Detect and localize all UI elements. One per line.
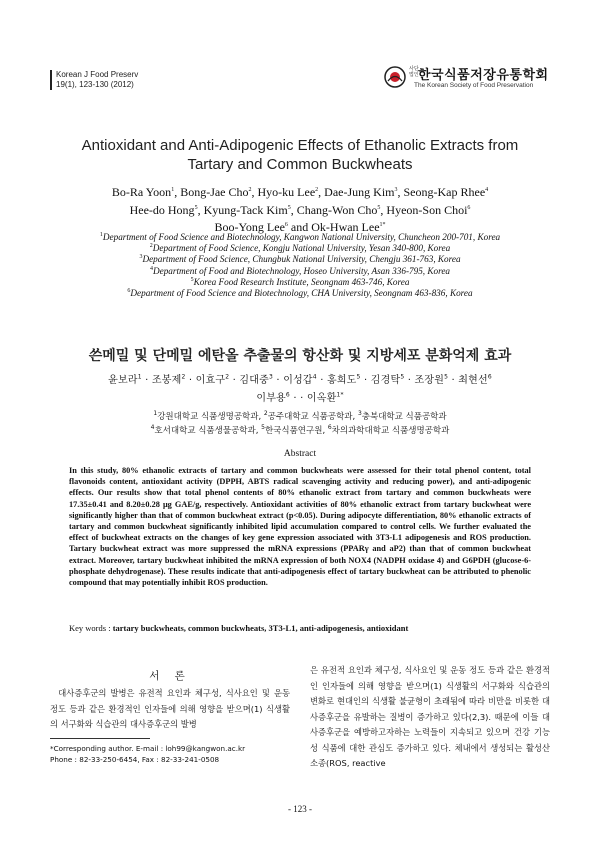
society-logo-icon (384, 66, 406, 88)
affiliation-list (40, 232, 560, 299)
korean-affiliation-mark: 4 (150, 424, 155, 432)
author-name: Dae-Jung Kim (324, 185, 395, 199)
korean-affiliation-text: 충북대학교 식품공학과 (361, 412, 447, 422)
intro-right-column: 은 유전적 요인과 체구성, 식사요인 및 운동 정도 등과 같은 환경적인 인자들에 의해 영향을 받으며(1) 식생활의 서구화와 식습관의 변화로 현대인의 식생활 불균형이 초래됨에 따라 비만을 비롯한 대사증후군을 유발하는 질병이 증가하고 있다(2,3). 때문에 이들 대사증후군을 예방하고자하는 노력들이 지속되고 있으며 건강 기능성 식품에 대한 관심도 증가하고 있다. 체내에서 생성되는 활성산소종(ROS, reactive (310, 665, 550, 768)
corresponding-author-footnote (50, 743, 290, 765)
author-list: Bo-Ra Yoon$^1$, Bong-Jae Cho$^2$, Hyo-ku Lee$^2$, Dae-Jung Kim$^3$, Seong-Kap Rhee$^4$ Hee-do Hong$^5$, Kyung-Tack Kim$^5$, Chang-Won Cho$^5$, Hyeon-Son Choi$^6$ Boo-Yong Lee$^6$ and Ok-Hwan Lee$^{1*}$ (111, 185, 489, 234)
korean-affiliation-text: 공주대학교 식품공학과 (267, 412, 353, 422)
keywords (69, 623, 531, 633)
paper-title-line-2: Tartary and Common Buckwheats (187, 156, 413, 173)
abstract-text: In this study, 80% ethanolic extracts of tartary and common buckwheats were assessed for their total phenol content, total flavonoids content, antioxidant activity (DPPH, ABTS radical scavenging activity and reducing power), and anti-adipogenic effects. Our results show that total phenol contents of 80% ethanolic extract from tartary and common buckwheats were 17.35±0.41 and 8.20±0.28 μg GAE/g, respectively. Antioxidant activities of 80% ethanolic extract from tartary buckwheat were significantly higher than that of common buckwheat extract (p<0.05). During adipocyte differentiation, 80% ethanolic extracts of tartary and common buckwheat significantly inhibited lipid accumulation compared to control cells. We further evaluated the effect of buckwheat extracts on the changes of key gene expression associated with 3T3-L1 adipogenesis and ROS production. Tartary buckwheat extract was more suppressed the mRNA expressions (PPARγ and aP2) than that of common buckwheat extract. Moreover, tartary buckwheat inhibited the mRNA expression of both NOX4 (NADPH oxidase 4) and G6PDH (glucose-6-phosphate dehydrogenase). These results indicate that anti-adipogenesis effect of tartary buckwheat can be attributed to phenolic compound that may potentially inhibit ROS production. (69, 466, 531, 588)
abstract-heading: Abstract (283, 449, 317, 459)
author-name: Bo-Ra Yoon (111, 185, 172, 199)
keywords-text: tartary buckwheats, common buckwheats, 3T3-L1, anti-adipogenesis, antioxidant (112, 623, 409, 633)
society-name-korean: 한국식품저장유통학회 (418, 68, 549, 83)
affiliation-line (40, 288, 560, 299)
korean-title: 쓴메밀 및 단메밀 에탄올 추출물의 항산화 및 지방세포 분화억제 효과 (88, 348, 512, 364)
affiliation-mark: 5 (190, 276, 194, 283)
korean-author-mark: 4 (312, 373, 317, 381)
author-name: Ok-Hwan Lee (311, 220, 380, 234)
affiliation-line (40, 232, 560, 243)
korean-author-mark: 2 (181, 373, 186, 381)
affiliation-line (40, 243, 560, 254)
korean-author-mark: 5 (356, 373, 361, 381)
author-name: Bong-Jae Cho (180, 185, 249, 199)
korean-affiliation-mark: 5 (261, 424, 265, 432)
author-affiliation-mark: 1* (379, 222, 386, 228)
korean-affiliation-text: 차의과학대학교 식품생명공학과 (331, 426, 450, 436)
korean-author-mark: 6 (487, 373, 492, 381)
journal-volume: 19(1), 123-130 (2012) (56, 80, 134, 89)
affiliation-mark: 4 (149, 265, 153, 272)
affiliation-text: Department of Food Science and Biotechnology, CHA University, Seongnam 463-836, Korea (130, 288, 473, 299)
author-name: Hyeon-Son Choi (386, 202, 468, 217)
footnote-phone: Phone : 82-33-250-6454, Fax : 82-33-241-0508 (50, 755, 220, 764)
korean-author-name: 김대중 (239, 375, 270, 386)
keywords-label: Key words : (69, 623, 111, 633)
paper-title-line-1: Antioxidant and Anti-Adipogenic Effects of Ethanolic Extracts from (81, 137, 519, 154)
korean-author-mark: 6 (285, 391, 290, 399)
author-affiliation-mark: 5 (287, 204, 291, 211)
korean-author-name: 조장원 (414, 375, 445, 386)
korean-affiliation-mark: 1 (153, 410, 158, 418)
korean-author-mark: 5 (444, 373, 449, 381)
author-affiliation-mark: 1 (171, 187, 175, 193)
author-name: Seong-Kap Rhee (403, 185, 486, 199)
society-name-english: The Korean Society of Food Preservation (414, 82, 534, 89)
korean-author-list: 윤보라$^1$ · 조봉제$^2$ · 이효구$^2$ · 김대중$^3$ · 이성갑$^4$ · 홍희도$^5$ · 김경탁$^5$ · 조장원$^5$ · 최현선$^6$ 이부용$^6$ · · 이옥환$^{1*}$ (108, 373, 492, 404)
korean-author-name: 윤보라 (108, 375, 138, 386)
korean-author-name: 이부용 (256, 393, 286, 404)
author-affiliation-mark: 5 (194, 204, 198, 211)
affiliation-mark: 2 (149, 243, 153, 250)
korean-affiliation-text: 강원대학교 식품생명공학과 (157, 412, 259, 422)
korean-affiliation-text: 호서대학교 식품생물공학과 (154, 426, 256, 436)
affiliation-mark: 6 (127, 287, 131, 294)
journal-name: Korean J Food Preserv (56, 70, 139, 79)
author-affiliation-mark: 4 (485, 187, 489, 193)
korean-author-name: 조봉제 (151, 375, 182, 386)
intro-heading: 서 론 (149, 670, 191, 682)
footnote-email: *Corresponding author. E-mail : loh99@kangwon.ac.kr (50, 744, 246, 753)
affiliation-text: Department of Food Science and Biotechnology, Kangwon National University, Chuncheon 200-701, Korea (102, 232, 501, 242)
korean-author-name: 이효구 (195, 375, 226, 386)
korean-author-name: 이옥환 (306, 393, 337, 404)
korean-affiliation-mark: 6 (327, 424, 332, 432)
korean-author-mark: 1* (336, 391, 344, 399)
author-affiliation-mark: 5 (377, 204, 381, 211)
korean-author-name: 최현선 (458, 375, 488, 386)
korean-affiliation-mark: 2 (263, 410, 268, 418)
author-affiliation-mark: 2 (248, 187, 252, 193)
affiliation-line (40, 277, 560, 288)
korean-affiliation-text: 한국식품연구원 (264, 426, 323, 436)
affiliation-text: Department of Food Science, Kongju National University, Yesan 340-800, Korea (152, 243, 451, 254)
author-name: Hyo-ku Lee (257, 185, 316, 199)
affiliation-text: Department of Food and Biotechnology, Hoseo University, Asan 336-795, Korea (152, 265, 451, 276)
author-name: Kyung-Tack Kim (203, 202, 288, 217)
affiliation-line (40, 254, 560, 265)
korean-affiliation-list: $^1$강원대학교 식품생명공학과, $^2$공주대학교 식품공학과, $^3$충북대학교 식품공학과 $^4$호서대학교 식품생물공학과, $^5$한국식품연구원, $^6$차의과학대학교 식품생명공학과 (150, 410, 450, 436)
author-name: Boo-Yong Lee (214, 220, 285, 234)
affiliation-line (40, 266, 560, 277)
affiliation-mark: 1 (99, 231, 103, 238)
society-header (384, 64, 554, 94)
footnote-divider (50, 738, 150, 739)
korean-affiliation-mark: 3 (357, 410, 362, 418)
author-name: Chang-Won Cho (296, 202, 378, 217)
author-affiliation-mark: 2 (315, 187, 319, 193)
society-small-label: 사단법인 (409, 66, 419, 78)
affiliation-text: Korea Food Research Institute, Seongnam 463-746, Korea (193, 276, 410, 287)
korean-author-mark: 1 (137, 373, 142, 381)
journal-citation (50, 70, 138, 90)
page-number: - 123 - (288, 804, 312, 814)
affiliation-mark: 3 (139, 254, 143, 261)
korean-author-name: 김경탁 (370, 375, 401, 386)
korean-author-name: 이성갑 (283, 375, 313, 386)
author-affiliation-mark: 6 (284, 222, 288, 228)
korean-author-mark: 3 (269, 373, 274, 381)
intro-left-column: 대사증후군의 발병은 유전적 요인과 체구성, 식사요인 및 운동 정도 등과 같은 환경적인 인자들에 의해 영향을 받으며(1) 식생활의 서구화와 식습관의 대사증후군의 발병 (50, 688, 290, 729)
affiliation-text: Department of Food Science, Chungbuk National University, Chengju 361-763, Korea (142, 254, 461, 265)
paper-title (40, 136, 560, 174)
author-affiliation-mark: 3 (394, 187, 398, 193)
korean-author-mark: 5 (400, 373, 405, 381)
korean-author-name: 홍희도 (326, 375, 357, 386)
author-affiliation-mark: 6 (467, 204, 471, 211)
korean-author-mark: 2 (225, 373, 230, 381)
author-name: Hee-do Hong (129, 202, 195, 217)
